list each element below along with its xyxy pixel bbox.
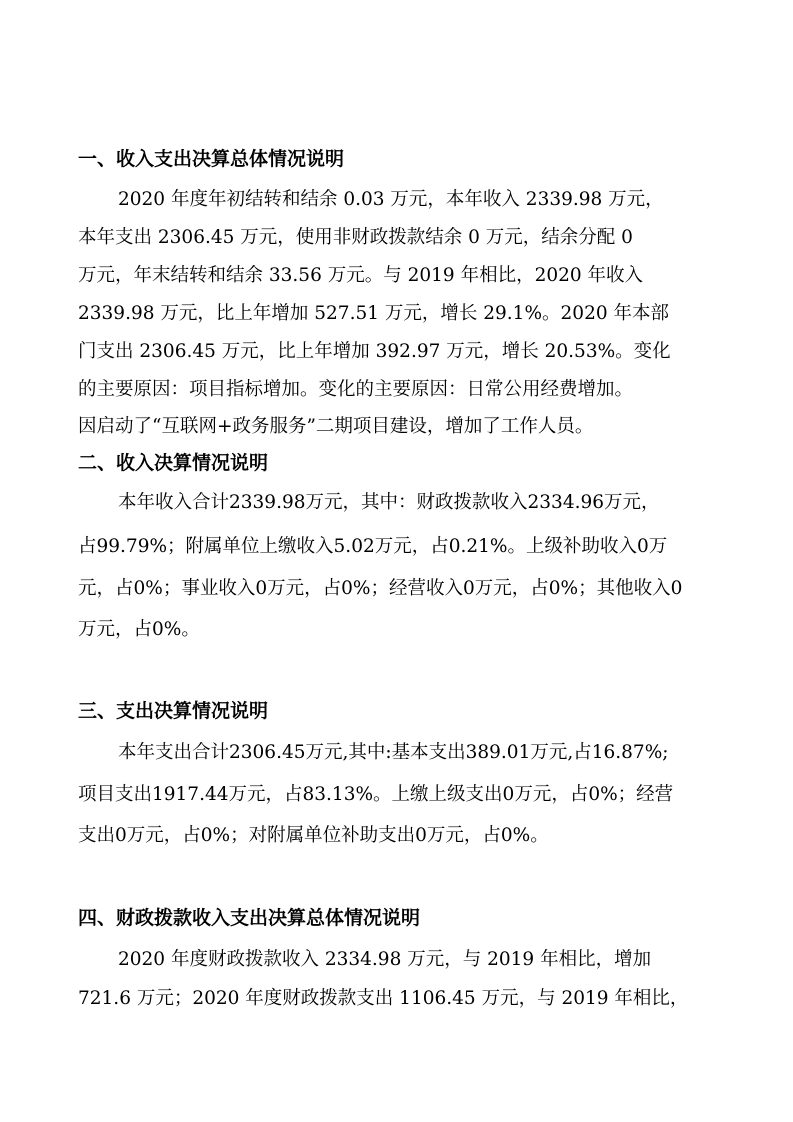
section-2-line-4: 万元，占0%。 xyxy=(78,619,200,640)
section-1-line-6: 的主要原因：项目指标增加。变化的主要原因：日常公用经费增加。 xyxy=(78,379,634,400)
section-2-line-3: 元，占0%；事业收入0万元，占0%；经营收入0万元，占0%；其他收入0 xyxy=(78,578,683,599)
section-1-line-3: 万元，年末结转和结余 33.56 万元。与 2019 年相比，2020 年收入 xyxy=(78,265,644,286)
section-3-line-3: 支出0万元，占0%；对附属单位补助支出0万元，占0%。 xyxy=(78,825,549,846)
section-1-line-7: 因启动了“互联网+政务服务”二期项目建设，增加了工作人员。 xyxy=(78,416,594,437)
section-1-line-1: 2020 年度年初结转和结余 0.03 万元，本年收入 2339.98 万元， xyxy=(118,189,664,210)
section-4-heading: 四、财政拨款收入支出决算总体情况说明 xyxy=(78,907,421,929)
section-1-line-4: 2339.98 万元，比上年增加 527.51 万元，增长 29.1%。2020 年本部 xyxy=(78,303,669,324)
section-3-line-1: 本年支出合计2306.45万元,其中:基本支出389.01万元,占16.87%; xyxy=(118,742,669,763)
section-1-heading: 一、收入支出决算总体情况说明 xyxy=(78,148,345,170)
section-1-line-2: 本年支出 2306.45 万元，使用非财政拨款结余 0 万元，结余分配 0 xyxy=(78,227,633,248)
section-2-heading: 二、收入决算情况说明 xyxy=(78,452,269,474)
section-3-line-2: 项目支出1917.44万元，占83.13%。上缴上级支出0万元，占0%；经营 xyxy=(78,784,674,805)
section-4-line-1: 2020 年度财政拨款收入 2334.98 万元，与 2019 年相比，增加 xyxy=(118,949,652,970)
section-2-line-1: 本年收入合计2339.98万元，其中：财政拨款收入2334.96万元， xyxy=(118,492,660,513)
section-4-line-2: 721.6 万元；2020 年度财政拨款支出 1106.45 万元，与 2019 年相比， xyxy=(78,988,689,1009)
section-1-line-5: 门支出 2306.45 万元，比上年增加 392.97 万元，增长 20.53%。变化 xyxy=(78,341,671,362)
section-2-line-2: 占99.79%；附属单位上缴收入5.02万元，占0.21%。上级补助收入0万 xyxy=(78,536,668,557)
section-3-heading: 三、支出决算情况说明 xyxy=(78,700,269,722)
